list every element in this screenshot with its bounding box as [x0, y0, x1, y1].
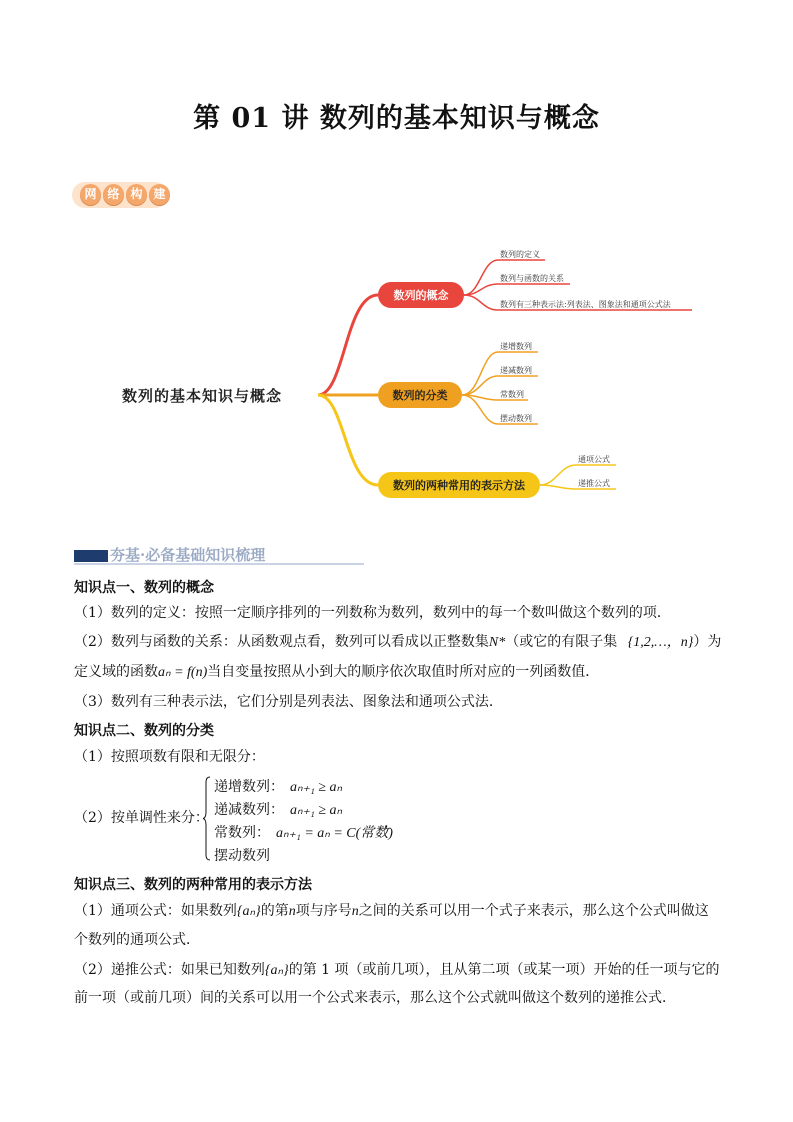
- mindmap-node-label: 数列的分类: [392, 389, 448, 402]
- brace-icon: [203, 776, 211, 861]
- k3-var: n: [351, 904, 359, 919]
- badge-char: 网: [80, 184, 101, 205]
- case-row: [214, 799, 342, 819]
- case-tail: ，: [384, 815, 398, 831]
- mind-map: [0, 240, 793, 520]
- mindmap-leaf: 递推公式: [578, 479, 610, 488]
- k3-text: （2）递推公式：如果已知数列: [74, 962, 265, 978]
- k3-text: 的第 1 项（或前几项），且从第二项（或某一项）开始的任一项与它的: [288, 962, 720, 978]
- badge-char: 建: [149, 184, 170, 205]
- mindmap-node-label: 数列的两种常用的表示方法: [393, 479, 525, 492]
- k3-set: {aₙ}: [236, 904, 261, 919]
- mindmap-leaf: 通项公式: [578, 455, 610, 464]
- k3-var: n: [288, 904, 296, 919]
- k3-p1-cont: 个数列的通项公式．: [74, 932, 200, 948]
- mindmap-leaf: 常数列: [500, 390, 524, 399]
- k3-p2-cont: 前一项（或前几项）间的关系可以用一个公式来表示，那么这个公式就叫做这个数列的递推公式．: [74, 990, 676, 1006]
- mindmap-leaf: 数列有三种表示法:列表法、图象法和通项公式法: [500, 300, 671, 309]
- k1-p3: （3）数列有三种表示法，它们分别是列表法、图象法和通项公式法．: [74, 694, 503, 710]
- mindmap-leaf: 递减数列: [500, 366, 532, 375]
- case-expr: aₙ₊₁ ≥ aₙ: [290, 780, 343, 795]
- k3-heading: 知识点三、数列的两种常用的表示方法: [74, 877, 312, 893]
- k1-p2-text: ）为: [693, 634, 722, 650]
- k1-p2-text: 当自变量按照从小到大的顺序依次取值时所对应的一列函数值．: [207, 664, 600, 680]
- mindmap-leaf: 数列的定义: [500, 250, 540, 259]
- case-label: 递增数列：: [214, 779, 284, 795]
- mindmap-leaf: 摆动数列: [500, 414, 532, 423]
- k3-set: {aₙ}: [264, 963, 289, 978]
- k2-p2: （2）按单调性来分：: [74, 810, 209, 826]
- k1-p2-formula: aₙ = f(n): [158, 665, 208, 680]
- k3-text: 的第: [260, 903, 289, 919]
- k1-p2: [74, 632, 721, 653]
- k1-p2-text: （或它的有限子集: [505, 634, 618, 650]
- badge-char: 构: [126, 184, 147, 205]
- k3-p1: [74, 901, 709, 922]
- section-badge: [74, 180, 176, 208]
- case-expr: aₙ₊₁ ≥ aₙ: [290, 803, 343, 818]
- k3-text: 项与序号: [295, 903, 352, 919]
- k3-text: 之间的关系可以用一个式子来表示，那么这个公式叫做这: [358, 903, 709, 919]
- k1-heading: 知识点一、数列的概念: [74, 580, 214, 596]
- section-marker: [74, 550, 108, 562]
- case-row: [214, 822, 393, 842]
- k2-p1: （1）按照项数有限和无限分：: [74, 749, 265, 765]
- k1-p2-text: （2）数列与函数的关系：从函数观点看，数列可以看成以正整数集: [74, 634, 489, 650]
- mindmap-node-label: 数列的概念: [393, 289, 449, 302]
- k1-p2-cont: [74, 662, 599, 683]
- k1-p2-set: N*: [488, 635, 506, 650]
- mindmap-leaf: 递增数列: [500, 342, 532, 351]
- k2-heading: 知识点二、数列的分类: [74, 723, 214, 739]
- section-title: 夯基·必备基础知识梳理: [110, 546, 266, 564]
- case-expr: aₙ₊₁ = aₙ = C(常数): [276, 826, 393, 841]
- k3-p2: [74, 960, 720, 981]
- case-label: 摆动数列: [214, 848, 270, 864]
- mindmap-leaf: 数列与函数的关系: [500, 274, 564, 283]
- k1-p2-text: 定义域的函数: [74, 664, 158, 680]
- k1-p2-subset: {1,2,…，n}: [627, 635, 694, 650]
- mindmap-root: 数列的基本知识与概念: [122, 387, 283, 405]
- case-row: [214, 845, 270, 865]
- k3-text: （1）通项公式：如果数列: [74, 903, 237, 919]
- page-title: 第 01 讲 数列的基本知识与概念: [193, 103, 600, 134]
- badge-char: 络: [103, 184, 124, 205]
- case-label: 常数列：: [214, 825, 270, 841]
- k1-p1: （1）数列的定义：按照一定顺序排列的一列数称为数列，数列中的每一个数叫做这个数列的项．: [74, 605, 671, 621]
- case-row: [214, 776, 342, 796]
- case-label: 递减数列：: [214, 802, 284, 818]
